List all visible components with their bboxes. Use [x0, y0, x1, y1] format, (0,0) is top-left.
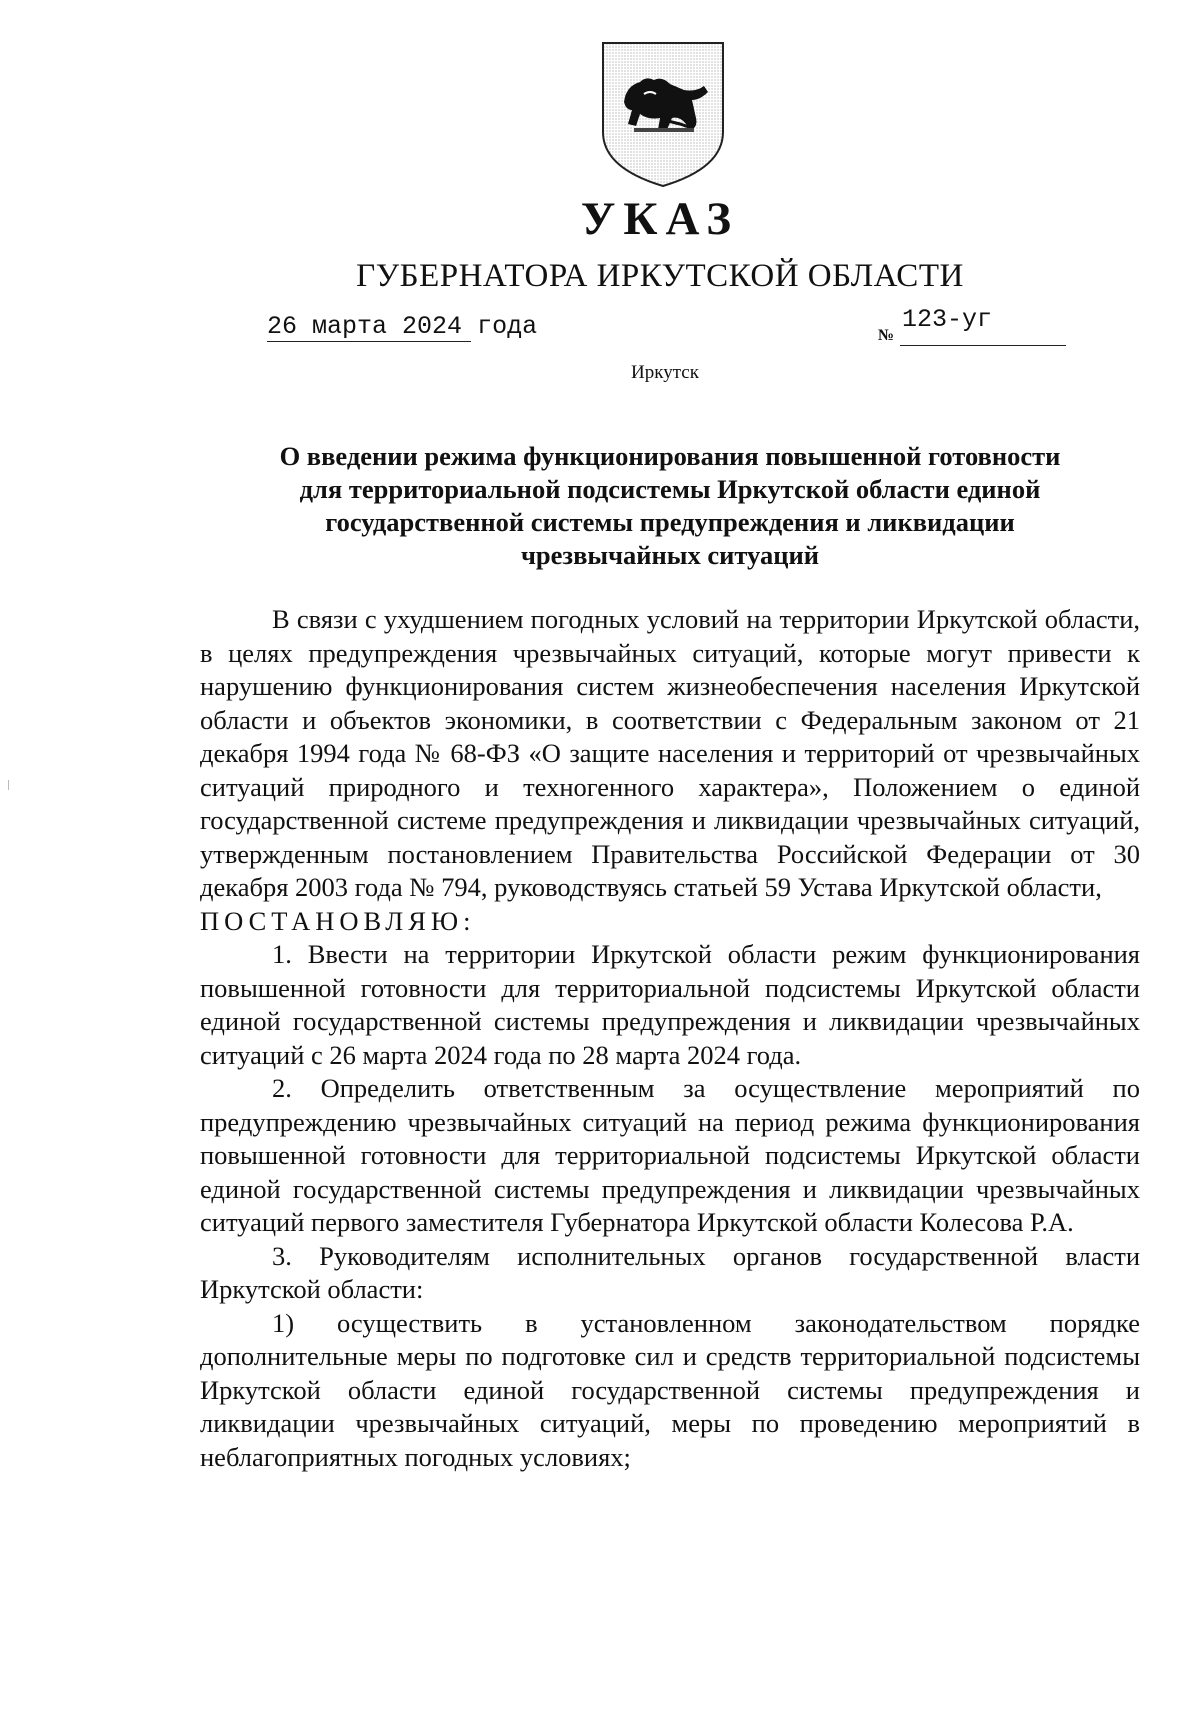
heading-line: государственной системы предупреждения и ликвидации	[325, 507, 1015, 537]
date-underline	[267, 341, 471, 342]
document-subtitle: ГУБЕРНАТОРА ИРКУТСКОЙ ОБЛАСТИ	[356, 258, 964, 294]
coat-of-arms-emblem	[600, 40, 726, 188]
item-3-paragraph: 3. Руководителям исполнительных органов государственной власти Иркутской области:	[200, 1240, 1140, 1304]
number-value: 123-уг	[902, 305, 993, 334]
document-heading	[200, 440, 1140, 572]
number-sign: №	[878, 327, 895, 344]
document-title: УКАЗ	[580, 193, 740, 245]
document-body	[200, 603, 1140, 1474]
item-1-paragraph: 1. Ввести на территории Иркутской области режим функционирования повышенной готовности для территориальной подсистемы Иркутской области единой государственной системы предупреждения и ликвидации чрезвычайных ситуаций с 26 марта 2024 года по 28 марта 2024 года.	[200, 939, 1140, 1070]
document-number	[878, 305, 1068, 349]
document-date	[267, 312, 537, 341]
item-2-paragraph: 2. Определить ответственным за осуществление мероприятий по предупреждению чрезвычайных ситуаций на период режима функционирования повышенной готовности для территориальной подсистемы Иркутской области единой государственной системы предупреждения и ликвидации чрезвычайных ситуаций первого заместителя Губернатора Иркутской области Колесова Р.А.	[200, 1073, 1140, 1237]
date-suffix: года	[477, 312, 538, 341]
resolve-heading: ПОСТАНОВЛЯЮ:	[200, 905, 476, 936]
number-underline	[900, 345, 1066, 346]
scan-margin-mark	[8, 780, 9, 790]
preamble-paragraph: В связи с ухудшением погодных условий на территории Иркутской области, в целях предупреждения чрезвычайных ситуаций, которые могут привести к нарушению функционирования систем жизнеобеспечения населения Иркутской области и объектов экономики, в соответствии с Федеральным законом от 21 декабря 1994 года № 68-ФЗ «О защите населения и территорий от чрезвычайных ситуаций природного и техногенного характера», Положением о единой государственной системе предупреждения и ликвидации чрезвычайных ситуаций, утвержденным постановлением Правительства Российской Федерации от 30 декабря 2003 года № 794, руководствуясь статьей 59 Устава Иркутской области,	[200, 604, 1140, 902]
heading-line: для территориальной подсистемы Иркутской области единой	[299, 474, 1041, 504]
item-3-1-paragraph: 1) осуществить в установленном законодательством порядке дополнительные меры по подготовке сил и средств территориальной подсистемы Иркутской области единой государственной системы предупреждения и ликвидации чрезвычайных ситуаций, меры по проведению мероприятий в неблагоприятных погодных условиях;	[200, 1307, 1140, 1472]
document-city: Иркутск	[631, 362, 699, 383]
babr-coat-of-arms-icon	[600, 40, 726, 188]
heading-line: чрезвычайных ситуаций	[520, 540, 820, 570]
heading-line: О введении режима функционирования повышенной готовности	[279, 441, 1061, 471]
date-value: 26 марта 2024	[267, 312, 463, 341]
